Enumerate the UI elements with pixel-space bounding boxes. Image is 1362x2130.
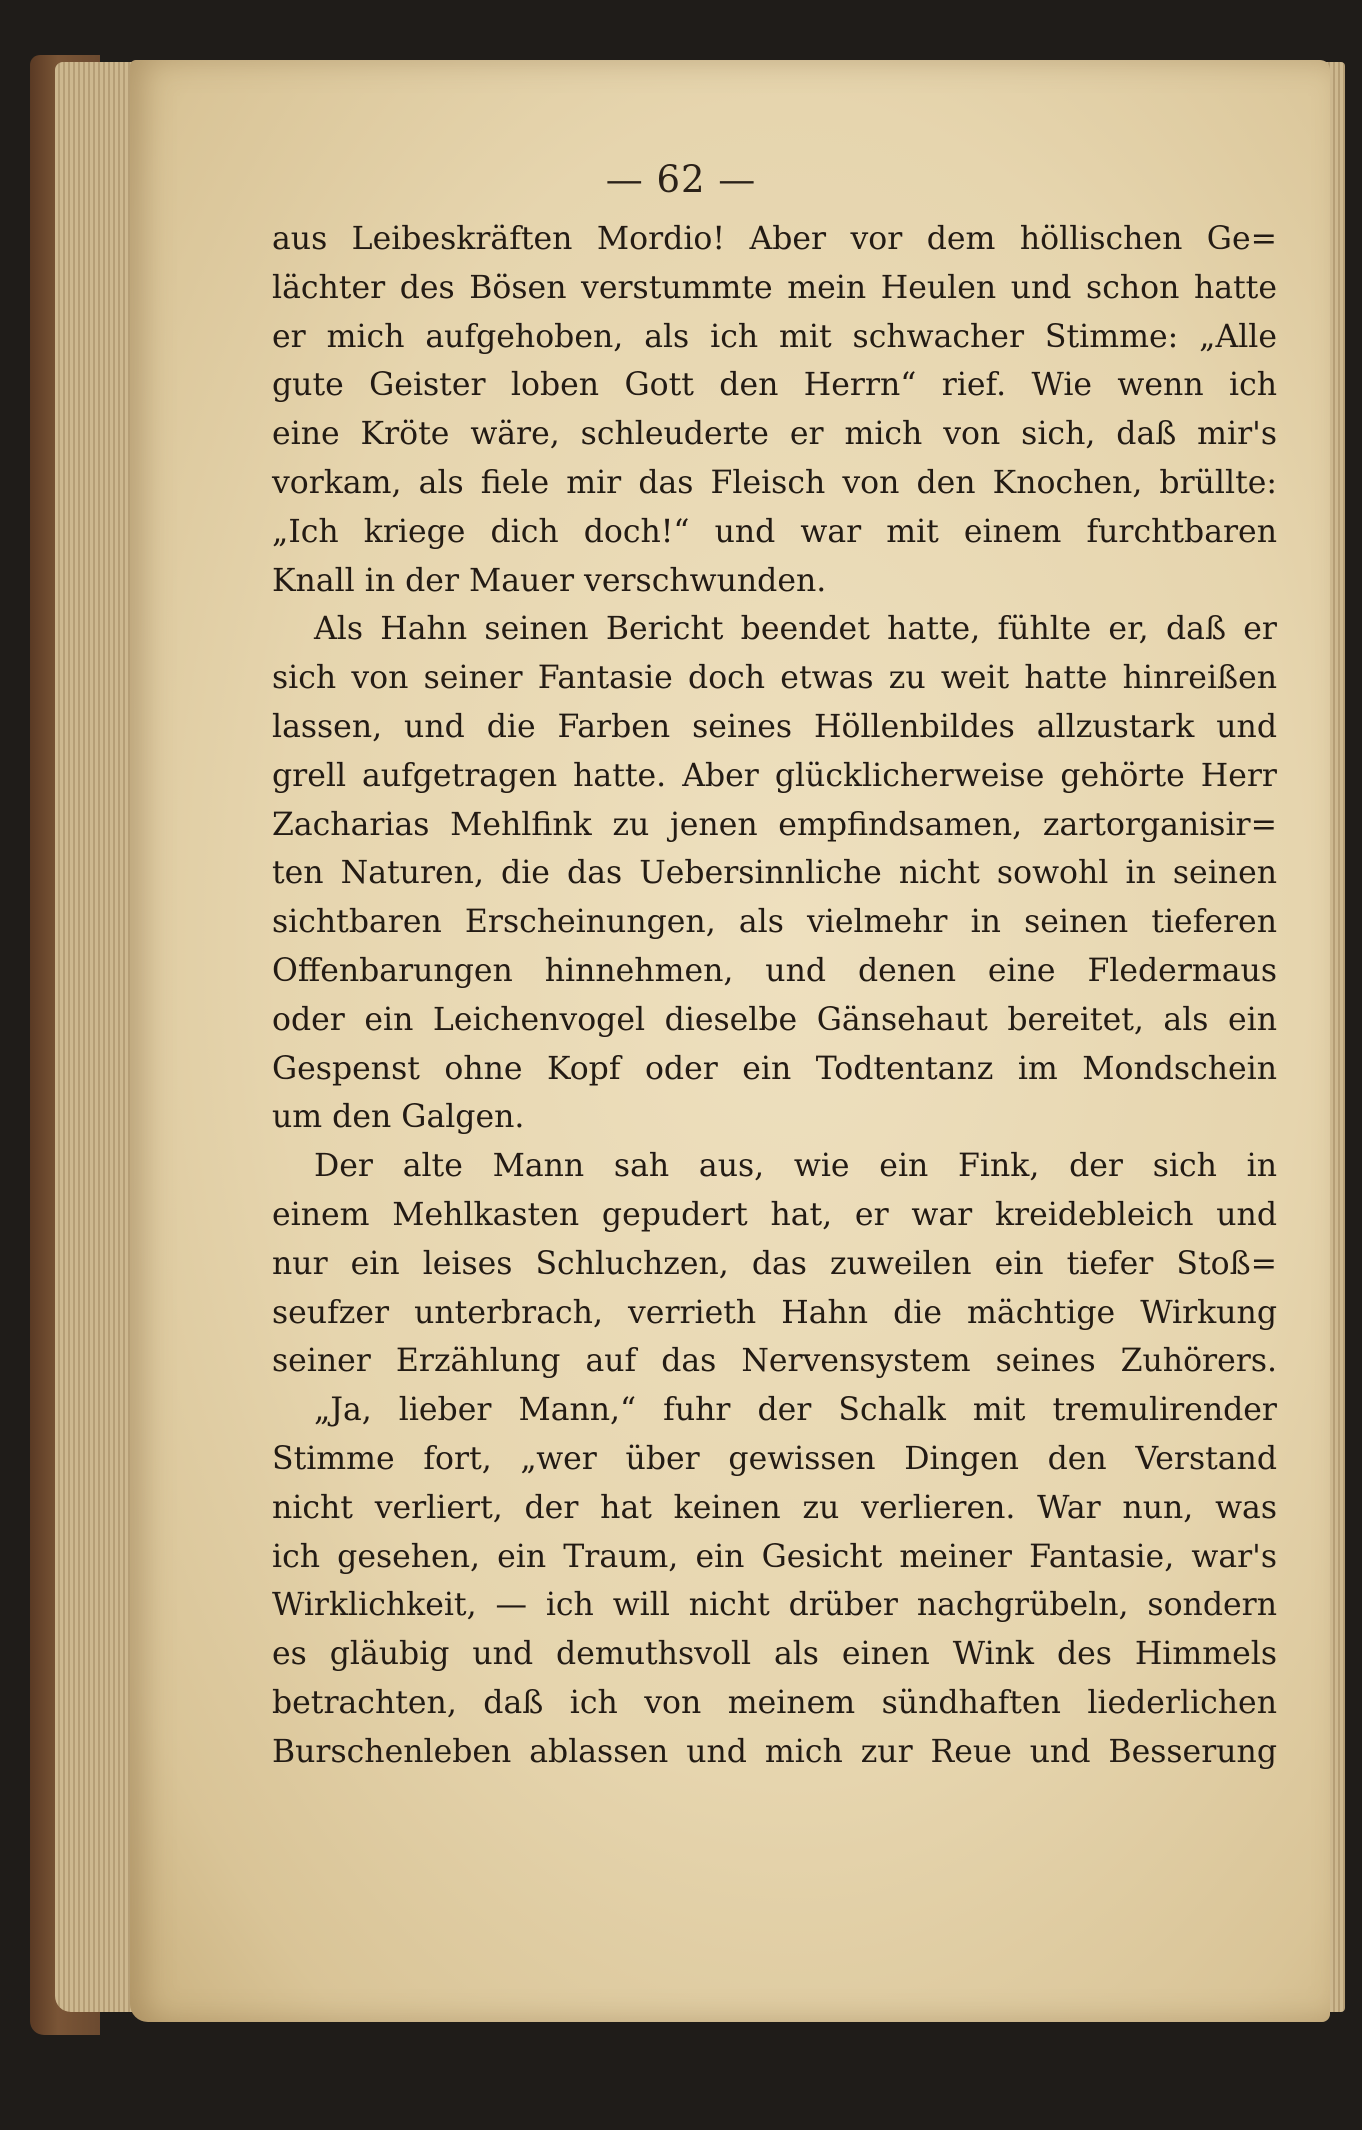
- text-line: seiner Erzählung auf das Nervensystem seines Zuhörers.: [272, 1343, 1277, 1380]
- text-line: ten Naturen, die das Uebersinnliche nicht sowohl in seinen: [272, 855, 1277, 892]
- text-line: oder ein Leichenvogel dieselbe Gänsehaut bereitet, als ein: [272, 1001, 1277, 1038]
- text-line: Stimme fort, „wer über gewissen Dingen den Verstand: [272, 1440, 1277, 1477]
- text-line: „Ich kriege dich doch!“ und war mit einem furchtbaren: [272, 513, 1277, 550]
- text-line: sichtbaren Erscheinungen, als vielmehr in seinen tieferen: [272, 904, 1277, 941]
- text-line: aus Leibeskräften Mordio! Aber vor dem höllischen Ge=: [272, 221, 1277, 257]
- text-line: eine Kröte wäre, schleuderte er mich von sich, daß mir's: [272, 416, 1277, 453]
- text-line: Der alte Mann sah aus, wie ein Fink, der sich in: [314, 1148, 1277, 1185]
- text-line: Gespenst ohne Kopf oder ein Todtentanz im Mondschein: [272, 1050, 1277, 1087]
- text-line: lächter des Bösen verstummte mein Heulen und schon hatte: [272, 269, 1277, 306]
- text-line: nicht verliert, der hat keinen zu verlieren. War nun, was: [272, 1489, 1277, 1526]
- text-line: es gläubig und demuthsvoll als einen Wink des Himmels: [272, 1636, 1277, 1673]
- text-line: seufzer unterbrach, verrieth Hahn die mächtige Wirkung: [272, 1294, 1277, 1331]
- page-body-text: [272, 215, 1277, 1777]
- text-line: grell aufgetragen hatte. Aber glücklicherweise gehörte Herr: [272, 757, 1277, 794]
- text-line: sich von seiner Fantasie doch etwas zu weit hatte hinreißen: [272, 660, 1277, 697]
- page-number: — 62 —: [605, 158, 757, 201]
- text-line: Als Hahn seinen Bericht beendet hatte, fühlte er, daß er: [314, 611, 1277, 648]
- text-line: Knall in der Mauer verschwunden.: [272, 562, 827, 599]
- text-line: „Ja, lieber Mann,“ fuhr der Schalk mit tremulirender: [314, 1392, 1277, 1429]
- text-line: ich gesehen, ein Traum, ein Gesicht meiner Fantasie, war's: [272, 1538, 1277, 1575]
- text-line: Wirklichkeit, — ich will nicht drüber nachgrübeln, sondern: [272, 1587, 1277, 1624]
- text-line: um den Galgen.: [272, 1099, 525, 1136]
- text-line: betrachten, daß ich von meinem sündhaften liederlichen: [272, 1684, 1277, 1721]
- text-line: nur ein leises Schluchzen, das zuweilen ein tiefer Stoß=: [272, 1245, 1277, 1282]
- text-line: er mich aufgehoben, als ich mit schwacher Stimme: „Alle: [272, 318, 1277, 355]
- text-line: gute Geister loben Gott den Herrn“ rief. Wie wenn ich: [272, 367, 1277, 404]
- text-line: Zacharias Mehlfink zu jenen empfindsamen, zartorganisir=: [272, 806, 1277, 843]
- text-line: vorkam, als fiele mir das Fleisch von den Knochen, brüllte:: [272, 464, 1277, 501]
- text-line: Burschenleben ablassen und mich zur Reue und Besserung: [272, 1733, 1277, 1770]
- text-line: einem Mehlkasten gepudert hat, er war kreidebleich und: [272, 1196, 1277, 1233]
- text-line: lassen, und die Farben seines Höllenbildes allzustark und: [272, 708, 1277, 745]
- text-line: Offenbarungen hinnehmen, und denen eine Fledermaus: [272, 952, 1277, 989]
